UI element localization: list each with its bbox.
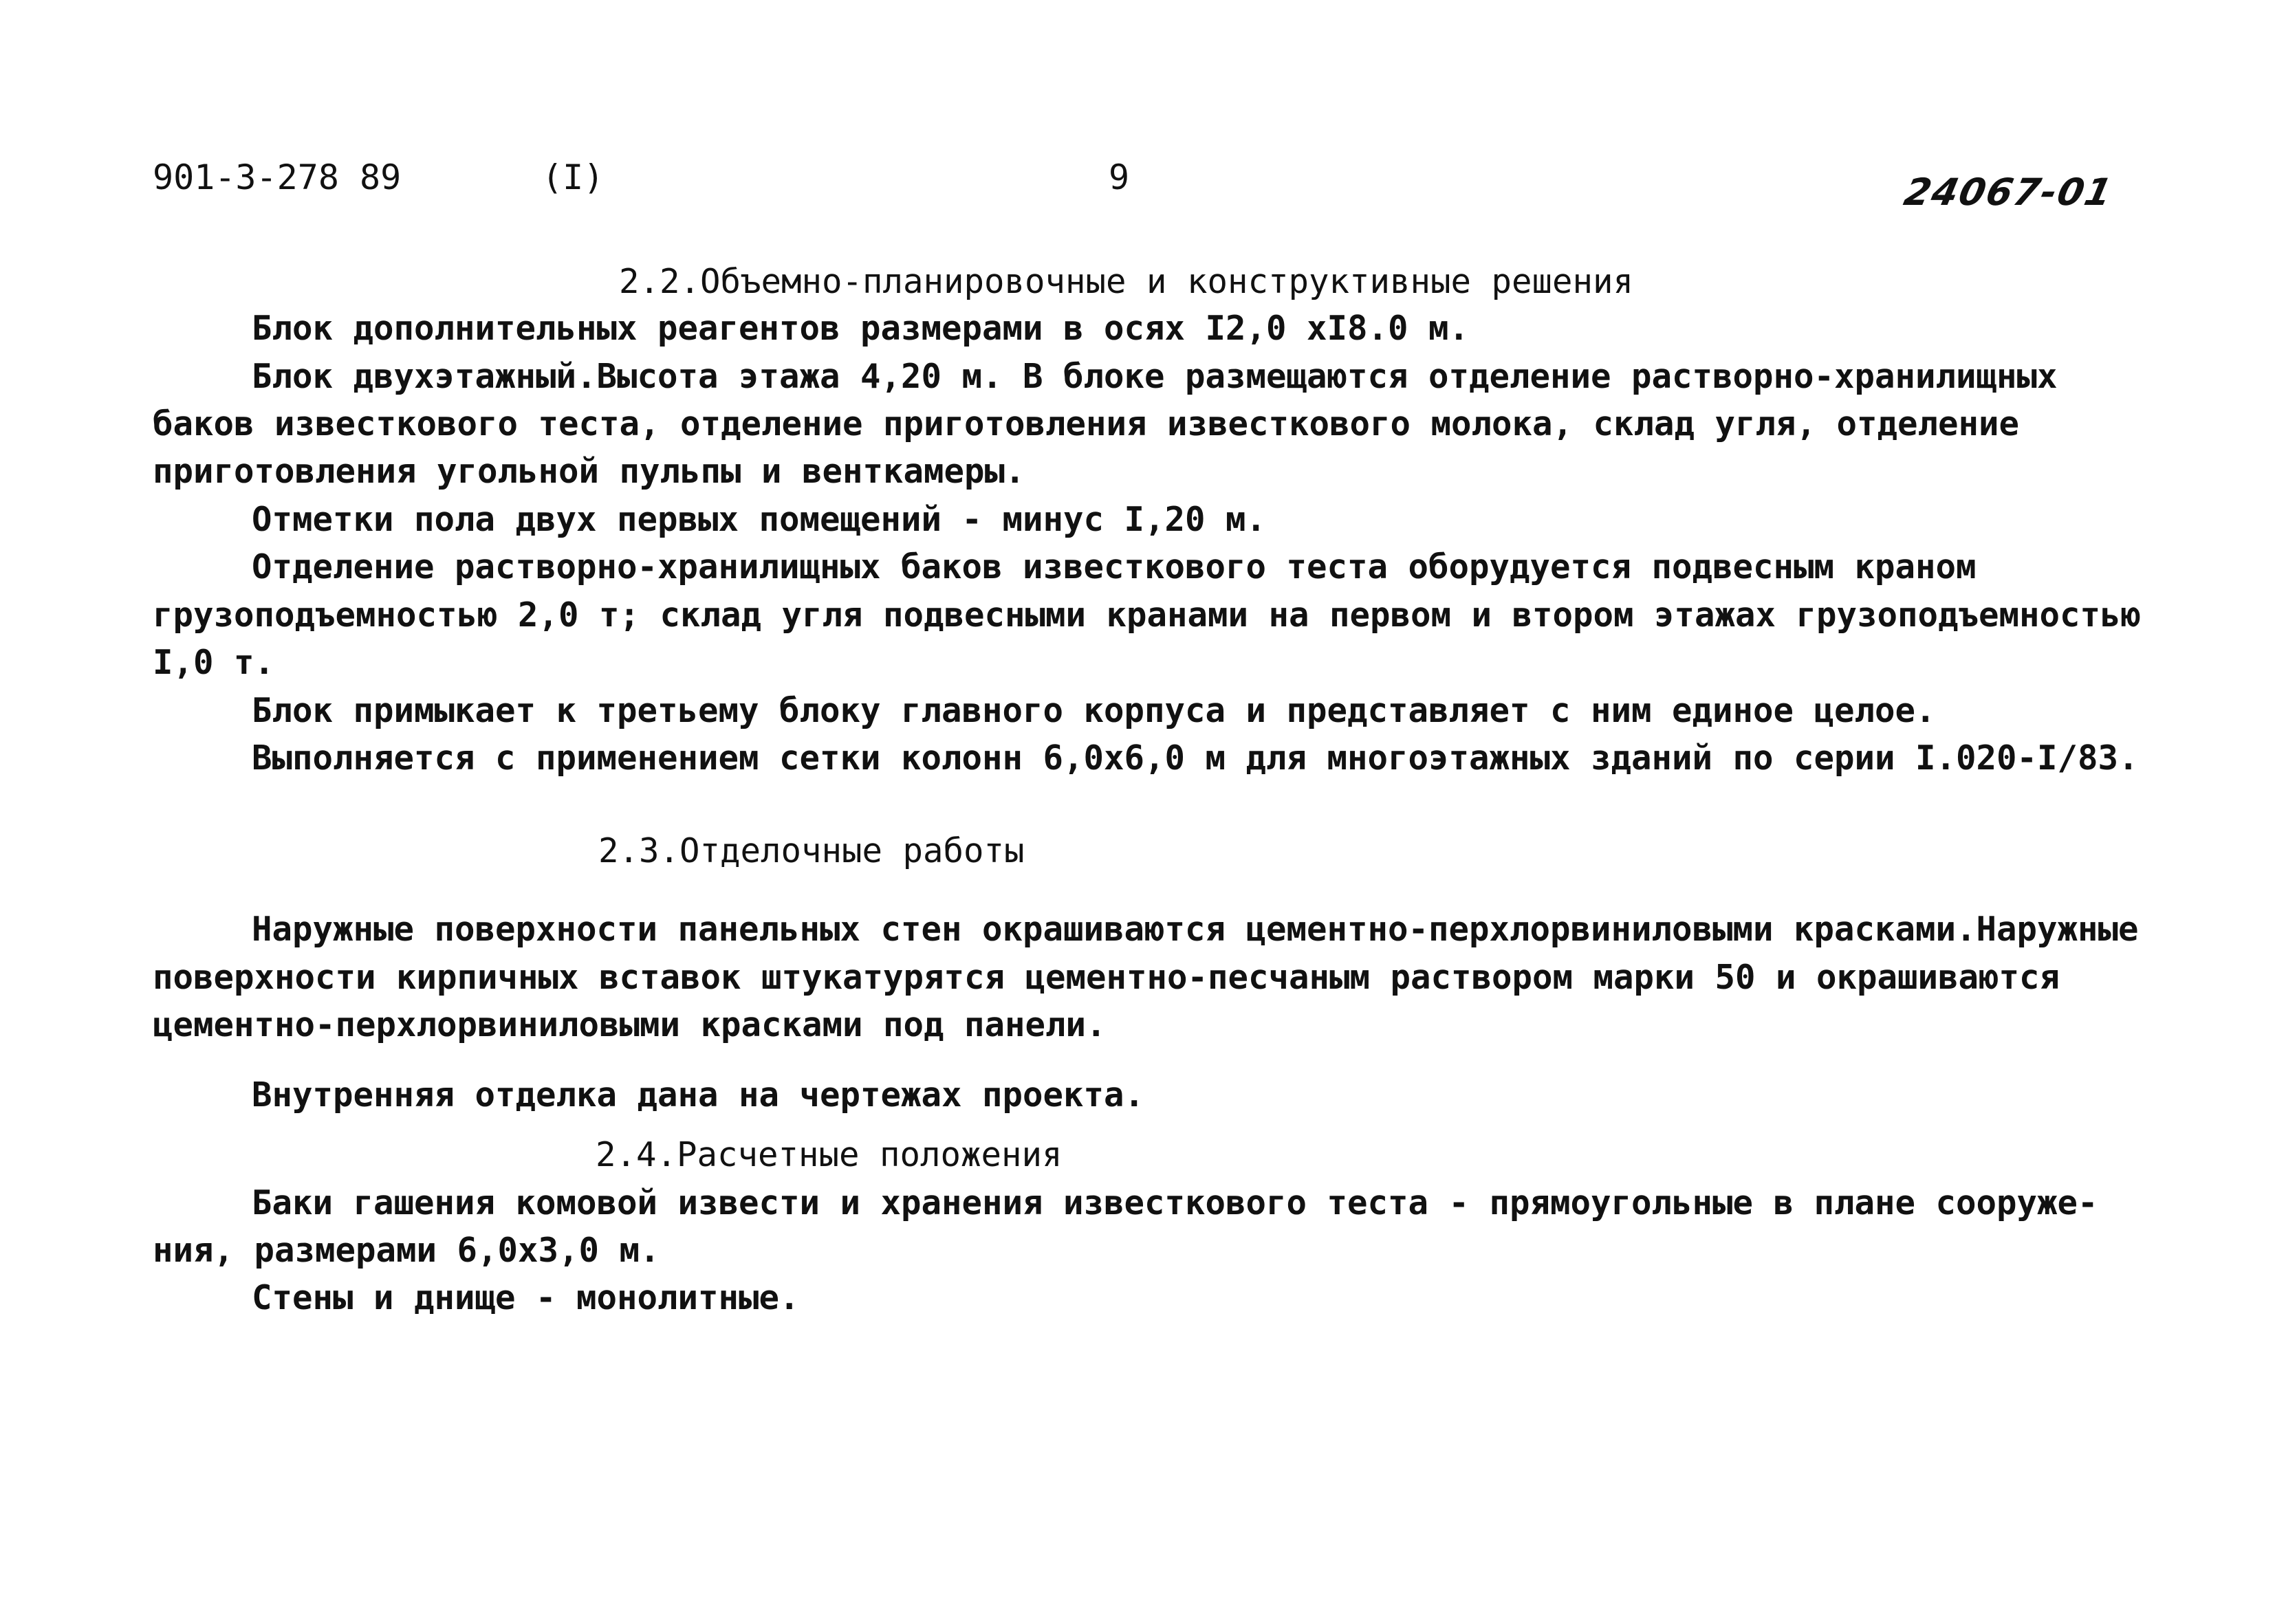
paragraph-line: Отделение растворно-хранилищных баков известкового теста оборудуется подвесным краном bbox=[252, 547, 1977, 586]
paragraph-line: приготовления угольной пульпы и венткамеры. bbox=[153, 452, 1025, 491]
paragraph-line: Внутренняя отделка дана на чертежах проекта. bbox=[252, 1075, 1145, 1115]
paragraph-line: Стены и днище - монолитные. bbox=[252, 1278, 800, 1317]
section-heading-2-2: 2.2.Объемно-планировочные и конструктивные решения bbox=[619, 262, 1634, 301]
paragraph-line: Выполняется с применением сетки колонн 6,0x6,0 м для многоэтажных зданий по серии I.020-I/83. bbox=[252, 738, 2139, 778]
paragraph-line: Баки гашения комовой извести и хранения известкового теста - прямоугольные в плане сооруже- bbox=[252, 1183, 2098, 1222]
paragraph-line: Наружные поверхности панельных стен окрашиваются цементно-перхлорвиниловыми красками.Наружные bbox=[252, 910, 2139, 949]
paragraph-line: грузоподъемностью 2,0 т; склад угля подвесными кранами на первом и втором этажах грузоподъемностью bbox=[153, 595, 2142, 635]
sheet-marker: (I) bbox=[542, 157, 605, 197]
paragraph-line: Блок примыкает к третьему блоку главного корпуса и представляет с ним единое целое. bbox=[252, 691, 1936, 730]
paragraph-line: Блок двухэтажный.Высота этажа 4,20 м. В блоке размещаются отделение растворно-хранилищных bbox=[252, 357, 2058, 396]
paragraph-line: ния, размерами 6,0x3,0 м. bbox=[153, 1231, 660, 1270]
paragraph-line: I,0 т. bbox=[153, 643, 275, 682]
paragraph-line: баков известкового теста, отделение приготовления известкового молока, склад угля, отделение bbox=[153, 404, 2020, 443]
page-number: 9 bbox=[1109, 157, 1130, 197]
section-heading-2-3: 2.3.Отделочные работы bbox=[598, 831, 1025, 870]
section-heading-2-4: 2.4.Расчетные положения bbox=[596, 1135, 1063, 1174]
handwritten-number: 24067-01 bbox=[1900, 171, 2118, 214]
document-code: 901-3-278 89 bbox=[153, 157, 402, 197]
paragraph-line: цементно-перхлорвиниловыми красками под панели. bbox=[153, 1005, 1107, 1044]
paragraph-line: поверхности кирпичных вставок штукатурятся цементно-песчаным раствором марки 50 и окрашиваются bbox=[153, 958, 2060, 997]
paragraph-line: Блок дополнительных реагентов размерами в осях I2,0 xI8.0 м. bbox=[252, 309, 1470, 348]
paragraph-line: Отметки пола двух первых помещений - минус I,20 м. bbox=[252, 500, 1267, 539]
